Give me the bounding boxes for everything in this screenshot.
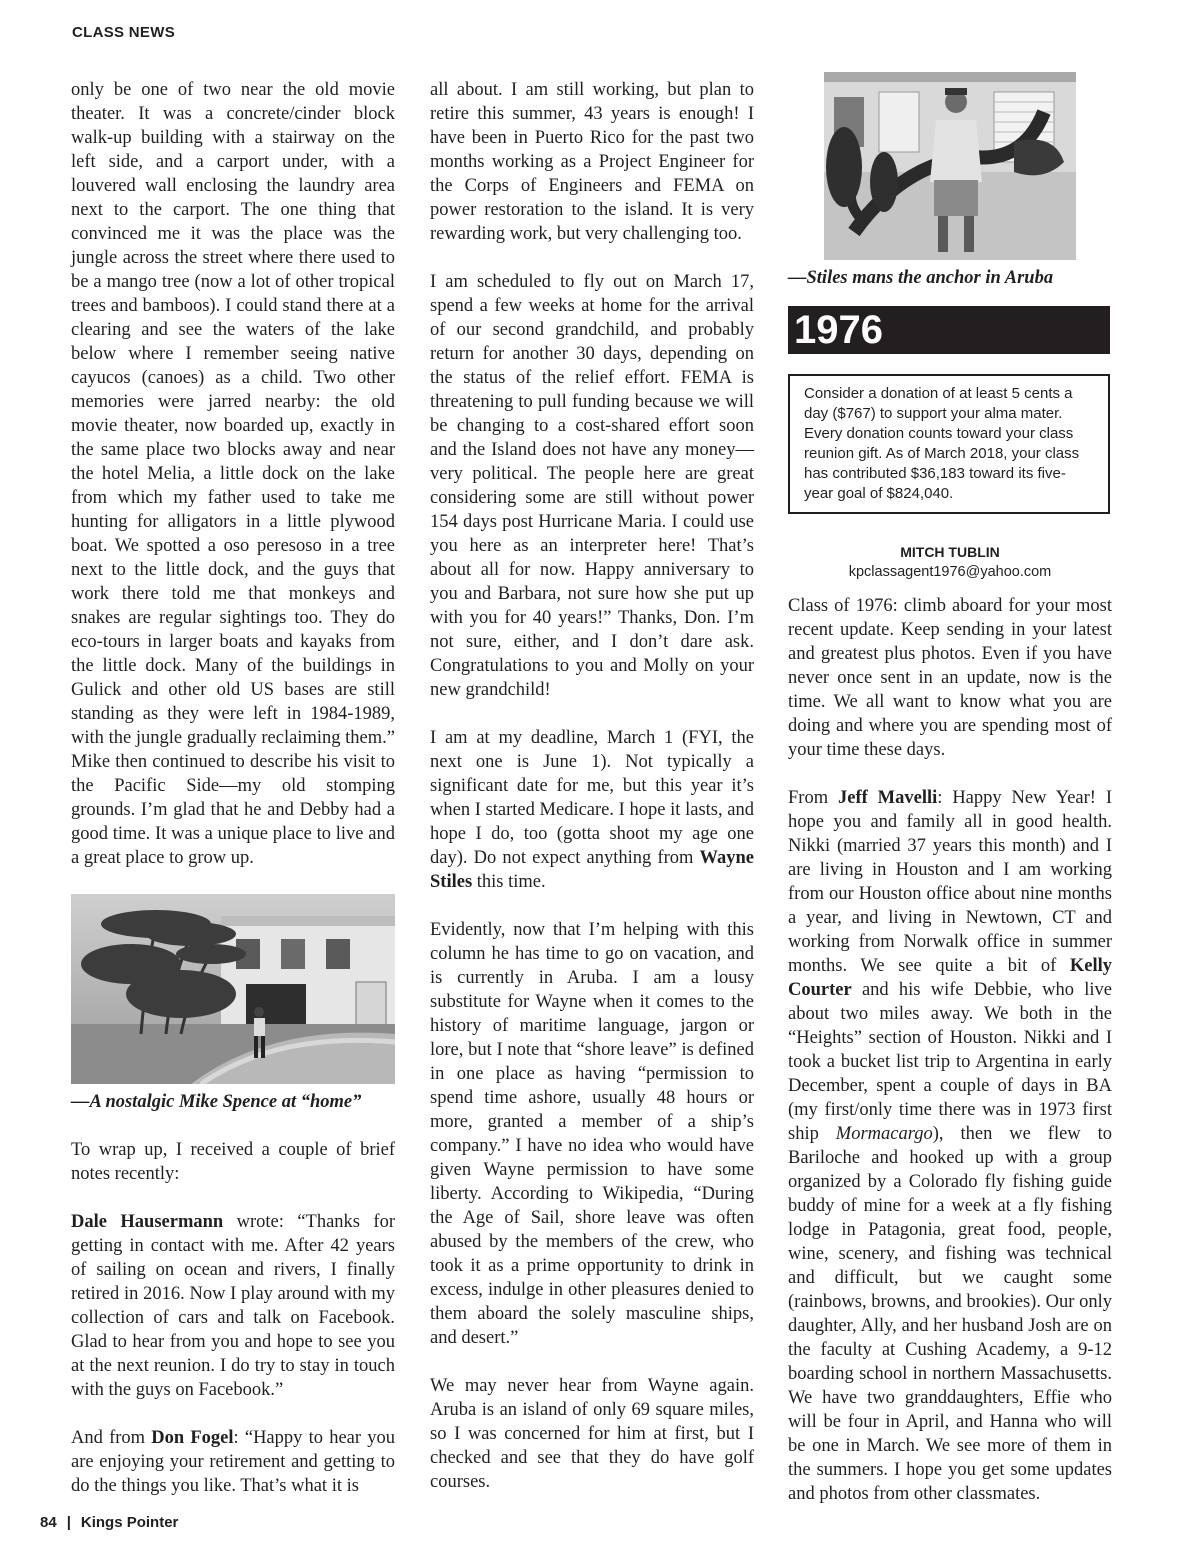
mike-spence-caption: —A nostalgic Mike Spence at “home”	[71, 1092, 362, 1112]
col1-paragraph-3: Dale Hausermann wrote: “Thanks for getting in contact with me. After 42 years of sailing on ocean and rivers, I finally retired in 2016. Now I play around with my collection of cars and talk on Facebook. Glad to hear from you and hope to see you at the next reunion. I do try to stay in touch with the guys on Facebook.”	[71, 1212, 395, 1400]
class-year-banner	[788, 306, 1110, 354]
wayne-stiles-name: Wayne Stiles	[430, 848, 754, 892]
jeff-mavelli-name: Jeff Mavelli	[838, 788, 938, 808]
footer-separator: |	[66, 1514, 71, 1531]
col1-paragraph-1: only be one of two near the old movie theater. It was a concrete/cinder block walk-up building with a stairway on the left side, and a carport under, with a louvered wall enclosing the laundry area next to the carport. The one thing that convinced me it was the place was the jungle across the street where there used to be a mango tree (now a lot of other tropical trees and bamboos). I could stand there at a clearing and see the waters of the lake below where I remember seeing native cayucos (canoes) as a child. Two other memories were jarred nearby: the old movie theater, now boarded up, exactly in the same place two blocks away and near the hotel Melia, a little dock on the lake from which my father used to take me hunting for alligators in a little plywood boat. We spotted a oso peresoso in a tree next to the little dock, and the guys that work there told me that monkeys and snakes are regular sightings too. They do eco-tours in larger boats and kayaks from the little dock. Many of the buildings in Gulick and other old US bases are still standing as they were left in 1984-1989, with the jungle gradually reclaiming them.” Mike then continued to describe his visit to the Pacific Side—my old stomping grounds. I’m glad that he and Debby had a good time. It was a unique place to live and a great place to grow up.	[71, 80, 395, 868]
dale-hausermann-name: Dale Hausermann	[71, 1212, 224, 1232]
column-2	[430, 78, 754, 1494]
col2-paragraph-4: Evidently, now that I’m helping with this column he has time to go on vacation, and is currently in Aruba. I am a lousy substitute for Wayne when it comes to the history of maritime language, jargon or lore, but I note that “shore leave” is defined in one place as having “permission to spend time ashore, usually 48 hours or more, granted a member of a ship’s company.” I have no idea who would have given Wayne permission to have some liberty. According to Wikipedia, “During the Age of Sail, shore leave was often abused by the members of the crew, who took it as a prime opportunity to drink in excess, indulge in other pleasures denied to them aboard the solely masculine ships, and desert.”	[430, 920, 754, 1348]
stiles-anchor-caption: —Stiles mans the anchor in Aruba	[788, 268, 1054, 288]
page-number: 84	[40, 1514, 57, 1531]
donation-callout: Consider a donation of at least 5 cents a day ($767) to support your alma mater. Every donation counts toward your class reunion gift. As of March 2018, your class has contributed $36,183 toward its five-year goal of $824,040.	[788, 374, 1110, 514]
class-agent-name: MITCH TUBLIN	[900, 544, 1000, 560]
class-agent	[788, 542, 1112, 582]
col2-paragraph-5: We may never hear from Wayne again. Aruba is an island of only 69 square miles, so I was concerned for him at first, but I checked and see that they do have golf courses.	[430, 1376, 754, 1492]
column-3	[788, 78, 1112, 1506]
col1-paragraph-2: To wrap up, I received a couple of brief notes recently:	[71, 1140, 395, 1184]
ship-name: Mormacargo	[835, 1124, 933, 1144]
col3-paragraph-1: Class of 1976: climb aboard for your most recent update. Keep sending in your latest and greatest plus photos. Even if you have never once sent in an update, now is the time. We all want to know what you are doing and where you are spending most of your time these days.	[788, 596, 1112, 760]
class-agent-email: kpclassagent1976@yahoo.com	[848, 564, 1052, 580]
mike-spence-photo	[71, 894, 395, 1084]
col3-paragraph-2: From Jeff Mavelli: Happy New Year! I hope you and family all in good health. Nikki (married 37 years this month) and I are living in Houston and I am working from our Houston office about nine months a year, and living in Newtown, CT and working from Norwalk office in summer months. We see quite a bit of Kelly Courter and his wife Debbie, who live about two miles away. We both in the “Heights” section of Houston. Nikki and I took a bucket list trip to Argentina in early December, spent a couple of days in BA (my first/only time there was in 1973 first ship Mormacargo), then we flew to Bariloche and hooked up with a group organized by a Colorado fly fishing guide buddy of mine for a week at a fly fishing lodge in Patagonia, great food, people, wine, scenery, and fishing was technical and difficult, but we caught some (rainbows, browns, and brookies). Our only daughter, Ally, and her husband Josh are on the faculty at Cushing Academy, a 9-12 boarding school in northern Massachusetts. We have two granddaughters, Effie who will be four in April, and Hanna who will be one in March. We see more of them in the summers. I hope you get some updates and photos from other classmates.	[788, 788, 1113, 1504]
kelly-courter-name: Kelly Courter	[788, 956, 1112, 1000]
section-label: CLASS NEWS	[72, 24, 176, 41]
publication-name: Kings Pointer	[80, 1514, 179, 1531]
page-footer	[40, 1514, 178, 1531]
col2-paragraph-1: all about. I am still working, but plan to retire this summer, 43 years is enough! I have been in Puerto Rico for the past two months working as a Project Engineer for the Corps of Engineers and FEMA on power restoration to the island. It is very rewarding work, but very challenging too.	[430, 80, 754, 244]
col1-paragraph-4: And from Don Fogel: “Happy to hear you are enjoying your retirement and getting to do the things you like. That’s what it is	[71, 1428, 395, 1496]
col2-paragraph-3: I am at my deadline, March 1 (FYI, the next one is June 1). Not typically a significant date for me, but this year it’s when I started Medicare. I hope it lasts, and hope I do, too (gotta shoot my age one day). Do not expect anything from Wayne Stiles this time.	[430, 728, 754, 892]
don-fogel-name: Don Fogel	[151, 1428, 234, 1448]
class-year: 1976	[794, 308, 883, 352]
stiles-anchor-photo	[788, 72, 1112, 260]
col2-paragraph-2: I am scheduled to fly out on March 17, spend a few weeks at home for the arrival of our second grandchild, and probably return for another 30 days, depending on the status of the relief effort. FEMA is threatening to pull funding because we will be changing to a cost-shared effort soon and the Island does not have any money—very political. The people here are great considering some are still without power 154 days post Hurricane Maria. I could use you here as an interpreter here! That’s about all for now. Happy anniversary to you and Barbara, not sure how she put up with you for 40 years!” Thanks, Don. I’m not sure, either, and I don’t dare ask. Congratulations to you and Molly on your new grandchild!	[430, 272, 754, 700]
column-1	[71, 78, 395, 1498]
